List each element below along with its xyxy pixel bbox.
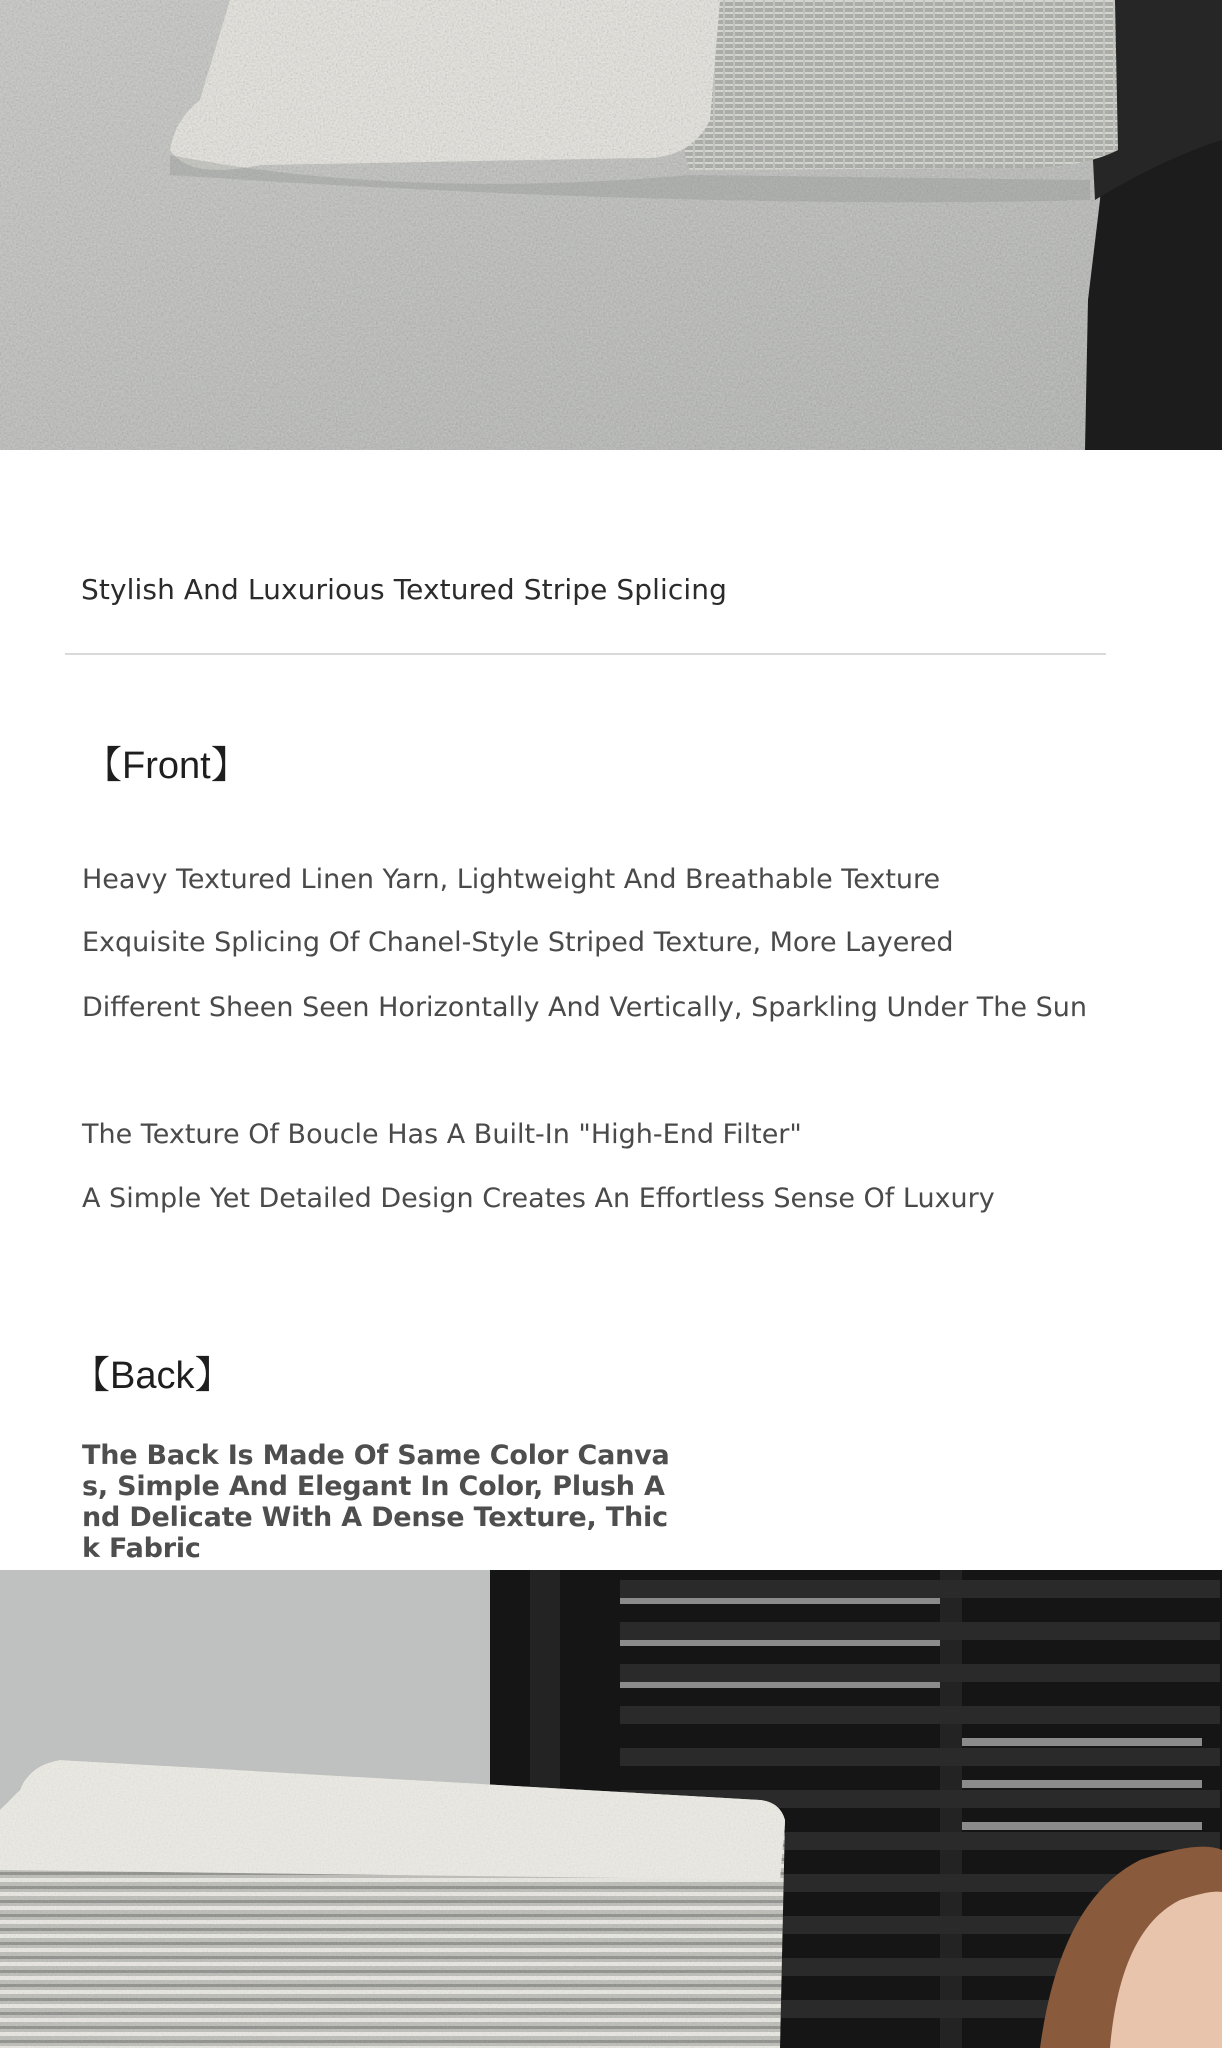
product-subtitle: Stylish And Luxurious Textured Stripe Splicing (81, 573, 728, 606)
section-divider (65, 653, 1106, 655)
sofa-pillow-image (0, 0, 1222, 450)
front-feature-3: Different Sheen Seen Horizontally And Vertically, Sparkling Under The Sun (82, 992, 1087, 1023)
back-heading: 【Back】 (72, 1355, 233, 1397)
back-description: The Back Is Made Of Same Color Canvas, Simple And Elegant In Color, Plush And Delicate With A Dense Texture, Thick Fabric (82, 1440, 670, 1564)
pillow-shutters-image (0, 1570, 1222, 2048)
front-feature-4: The Texture Of Boucle Has A Built-In "High-End Filter" (82, 1119, 802, 1150)
front-feature-2: Exquisite Splicing Of Chanel-Style Striped Texture, More Layered (82, 927, 954, 958)
product-photo-top (0, 0, 1222, 450)
front-heading: 【Front】 (84, 745, 249, 787)
front-feature-1: Heavy Textured Linen Yarn, Lightweight And Breathable Texture (82, 864, 941, 895)
front-feature-5: A Simple Yet Detailed Design Creates An Effortless Sense Of Luxury (82, 1183, 995, 1214)
product-photo-bottom (0, 1570, 1222, 2048)
